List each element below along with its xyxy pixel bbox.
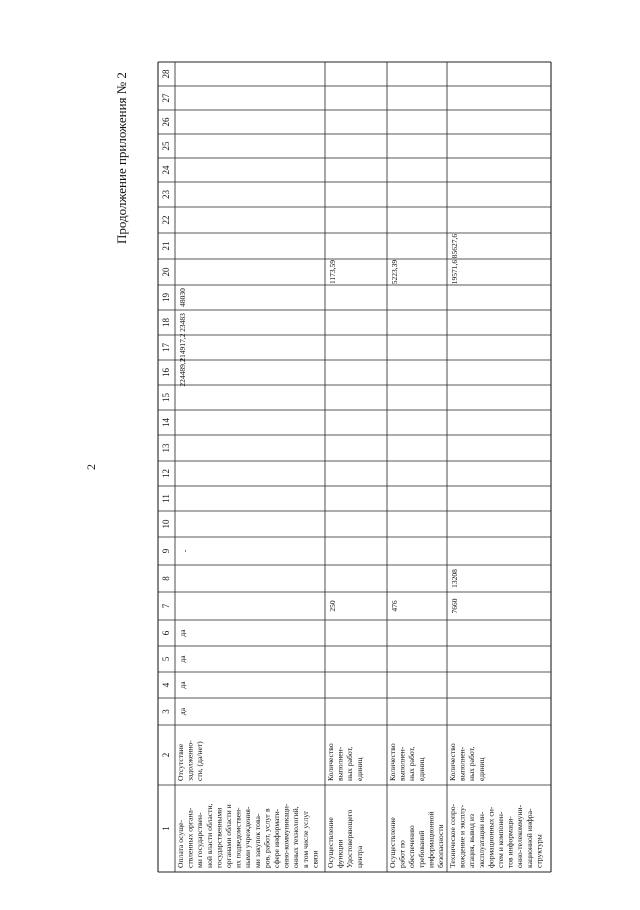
column-number-label: 25	[161, 141, 171, 151]
cell-value: да	[178, 629, 187, 637]
column-number-label: 2	[161, 752, 171, 758]
column-number-label: 9	[161, 548, 171, 554]
row-title-line: онно-коммуникаци-	[281, 803, 291, 868]
cell-value: -	[180, 549, 189, 553]
row-unit-line: задолженно-	[185, 740, 195, 781]
column-number-label: 17	[161, 343, 171, 352]
column-number-label: 20	[161, 267, 171, 277]
row-title-line: центра	[354, 845, 364, 868]
row-title-line: онно-телекоммуни-	[515, 804, 525, 868]
cell-value: 13208	[450, 569, 459, 588]
row-title-line: функции	[335, 839, 345, 868]
column-number-label: 1	[161, 826, 171, 831]
row-unit-line: сти, (да/нет)	[195, 741, 205, 781]
row-title-line: структуры	[534, 834, 544, 868]
column-number-label: 24	[161, 165, 171, 175]
data-table	[158, 62, 551, 872]
row-title-line: Осуществление	[388, 817, 397, 868]
row-title-line: Оплата осуще-	[176, 820, 185, 868]
column-number-label: 5	[161, 656, 171, 662]
row-unit-line: единиц	[476, 757, 486, 781]
row-unit-line: ных работ,	[345, 746, 355, 781]
column-number-label: 11	[161, 494, 171, 503]
row-title-line: ми закупок това-	[252, 813, 262, 868]
row-title-line: онных технологий,	[291, 806, 301, 868]
column-number-label: 13	[161, 443, 171, 453]
row-title-line: ствленных органа-	[185, 807, 195, 868]
column-number-label: 4	[161, 682, 171, 688]
column-number-label: 27	[161, 93, 171, 103]
row-title-line: эксплуатации ин-	[476, 811, 486, 868]
column-number-label: 16	[161, 368, 171, 377]
column-number-label: 21	[161, 241, 171, 251]
cell-value: 48030	[178, 288, 187, 307]
cell-value: 476	[390, 600, 399, 612]
cell-value: 224489,2	[178, 358, 187, 387]
cell-value: 7660	[450, 598, 459, 614]
row-title-line: формационных си-	[486, 806, 496, 868]
column-number-label: 12	[161, 469, 171, 478]
row-title-line: государственными	[214, 807, 224, 868]
column-number-label: 26	[161, 117, 171, 127]
row-title-line: вождение и эксплу-	[457, 804, 467, 868]
column-number-label: 23	[161, 190, 171, 199]
column-number-label: 19	[161, 293, 171, 302]
row-title-line: ными учреждения-	[243, 806, 253, 868]
row-title-line: сфере информати-	[272, 808, 281, 868]
row-title-line: органами области и	[224, 804, 233, 868]
column-number-label: 28	[161, 69, 171, 79]
column-number-label: 6	[161, 630, 171, 636]
row-title-line: кационной инфра-	[524, 808, 534, 868]
row-unit-line: выполнен-	[335, 746, 345, 781]
row-title-line: их подведомствен-	[233, 807, 243, 868]
row-title-line: ми государствен-	[195, 812, 205, 868]
column-number-label: 3	[161, 709, 171, 714]
row-title-line: в том числе услуг	[300, 810, 310, 868]
cell-value: 23483	[178, 313, 187, 332]
cell-value: да	[178, 655, 187, 663]
row-unit-line: Количество	[326, 743, 335, 781]
cell-value: 85627,6	[450, 233, 459, 259]
row-title-line: информационной	[426, 811, 436, 868]
row-unit-line: единиц	[416, 757, 426, 781]
row-unit-line: Количество	[388, 743, 397, 781]
cell-value: да	[178, 707, 187, 716]
cell-value: 1173,59	[328, 259, 337, 285]
cell-value: 214917,2	[178, 333, 187, 362]
row-unit-line: Отсутствие	[176, 743, 185, 781]
row-title-line: стем и компонен-	[496, 811, 505, 868]
column-number-label: 10	[161, 519, 171, 529]
page-heading: Продолжение приложения № 2	[114, 72, 129, 244]
row-unit-line: ных работ,	[407, 746, 417, 781]
row-unit-line: Количество	[448, 743, 457, 781]
row-title-line: Удостоверяющего	[345, 809, 355, 868]
row-title-line: Техническое сопро-	[448, 803, 457, 868]
column-number-label: 18	[161, 318, 171, 327]
row-title-line: работ по	[397, 840, 407, 868]
cell-value: 250	[328, 600, 337, 612]
column-number-label: 22	[161, 215, 171, 225]
page-number: 2	[84, 464, 98, 470]
row-title-line: безопасности	[436, 824, 445, 868]
row-title-line: связи	[310, 850, 320, 868]
row-unit-line: выполнен-	[397, 746, 407, 781]
row-title-line: обеспечению	[407, 825, 417, 868]
row-title-line: ной власти области,	[204, 803, 214, 868]
row-title-line: тов информаци-	[505, 816, 515, 868]
column-number-label: 8	[161, 576, 171, 581]
row-unit-line: ных работ,	[467, 746, 477, 781]
row-title-line: ров, работ, услуг в	[262, 808, 272, 868]
row-unit-line: выполнен-	[457, 746, 467, 781]
cell-value: 5223,39	[390, 259, 399, 285]
row-title-line: атация, вывод из	[467, 814, 477, 868]
cell-value: 19571,6	[450, 259, 459, 285]
row-unit-line: единиц	[354, 757, 364, 781]
cell-value: да	[178, 681, 187, 689]
column-number-label: 14	[161, 418, 171, 427]
column-number-label: 15	[161, 393, 171, 402]
row-title-line: требований	[416, 830, 426, 868]
column-number-label: 7	[161, 603, 171, 609]
row-title-line: Осуществление	[326, 817, 335, 868]
